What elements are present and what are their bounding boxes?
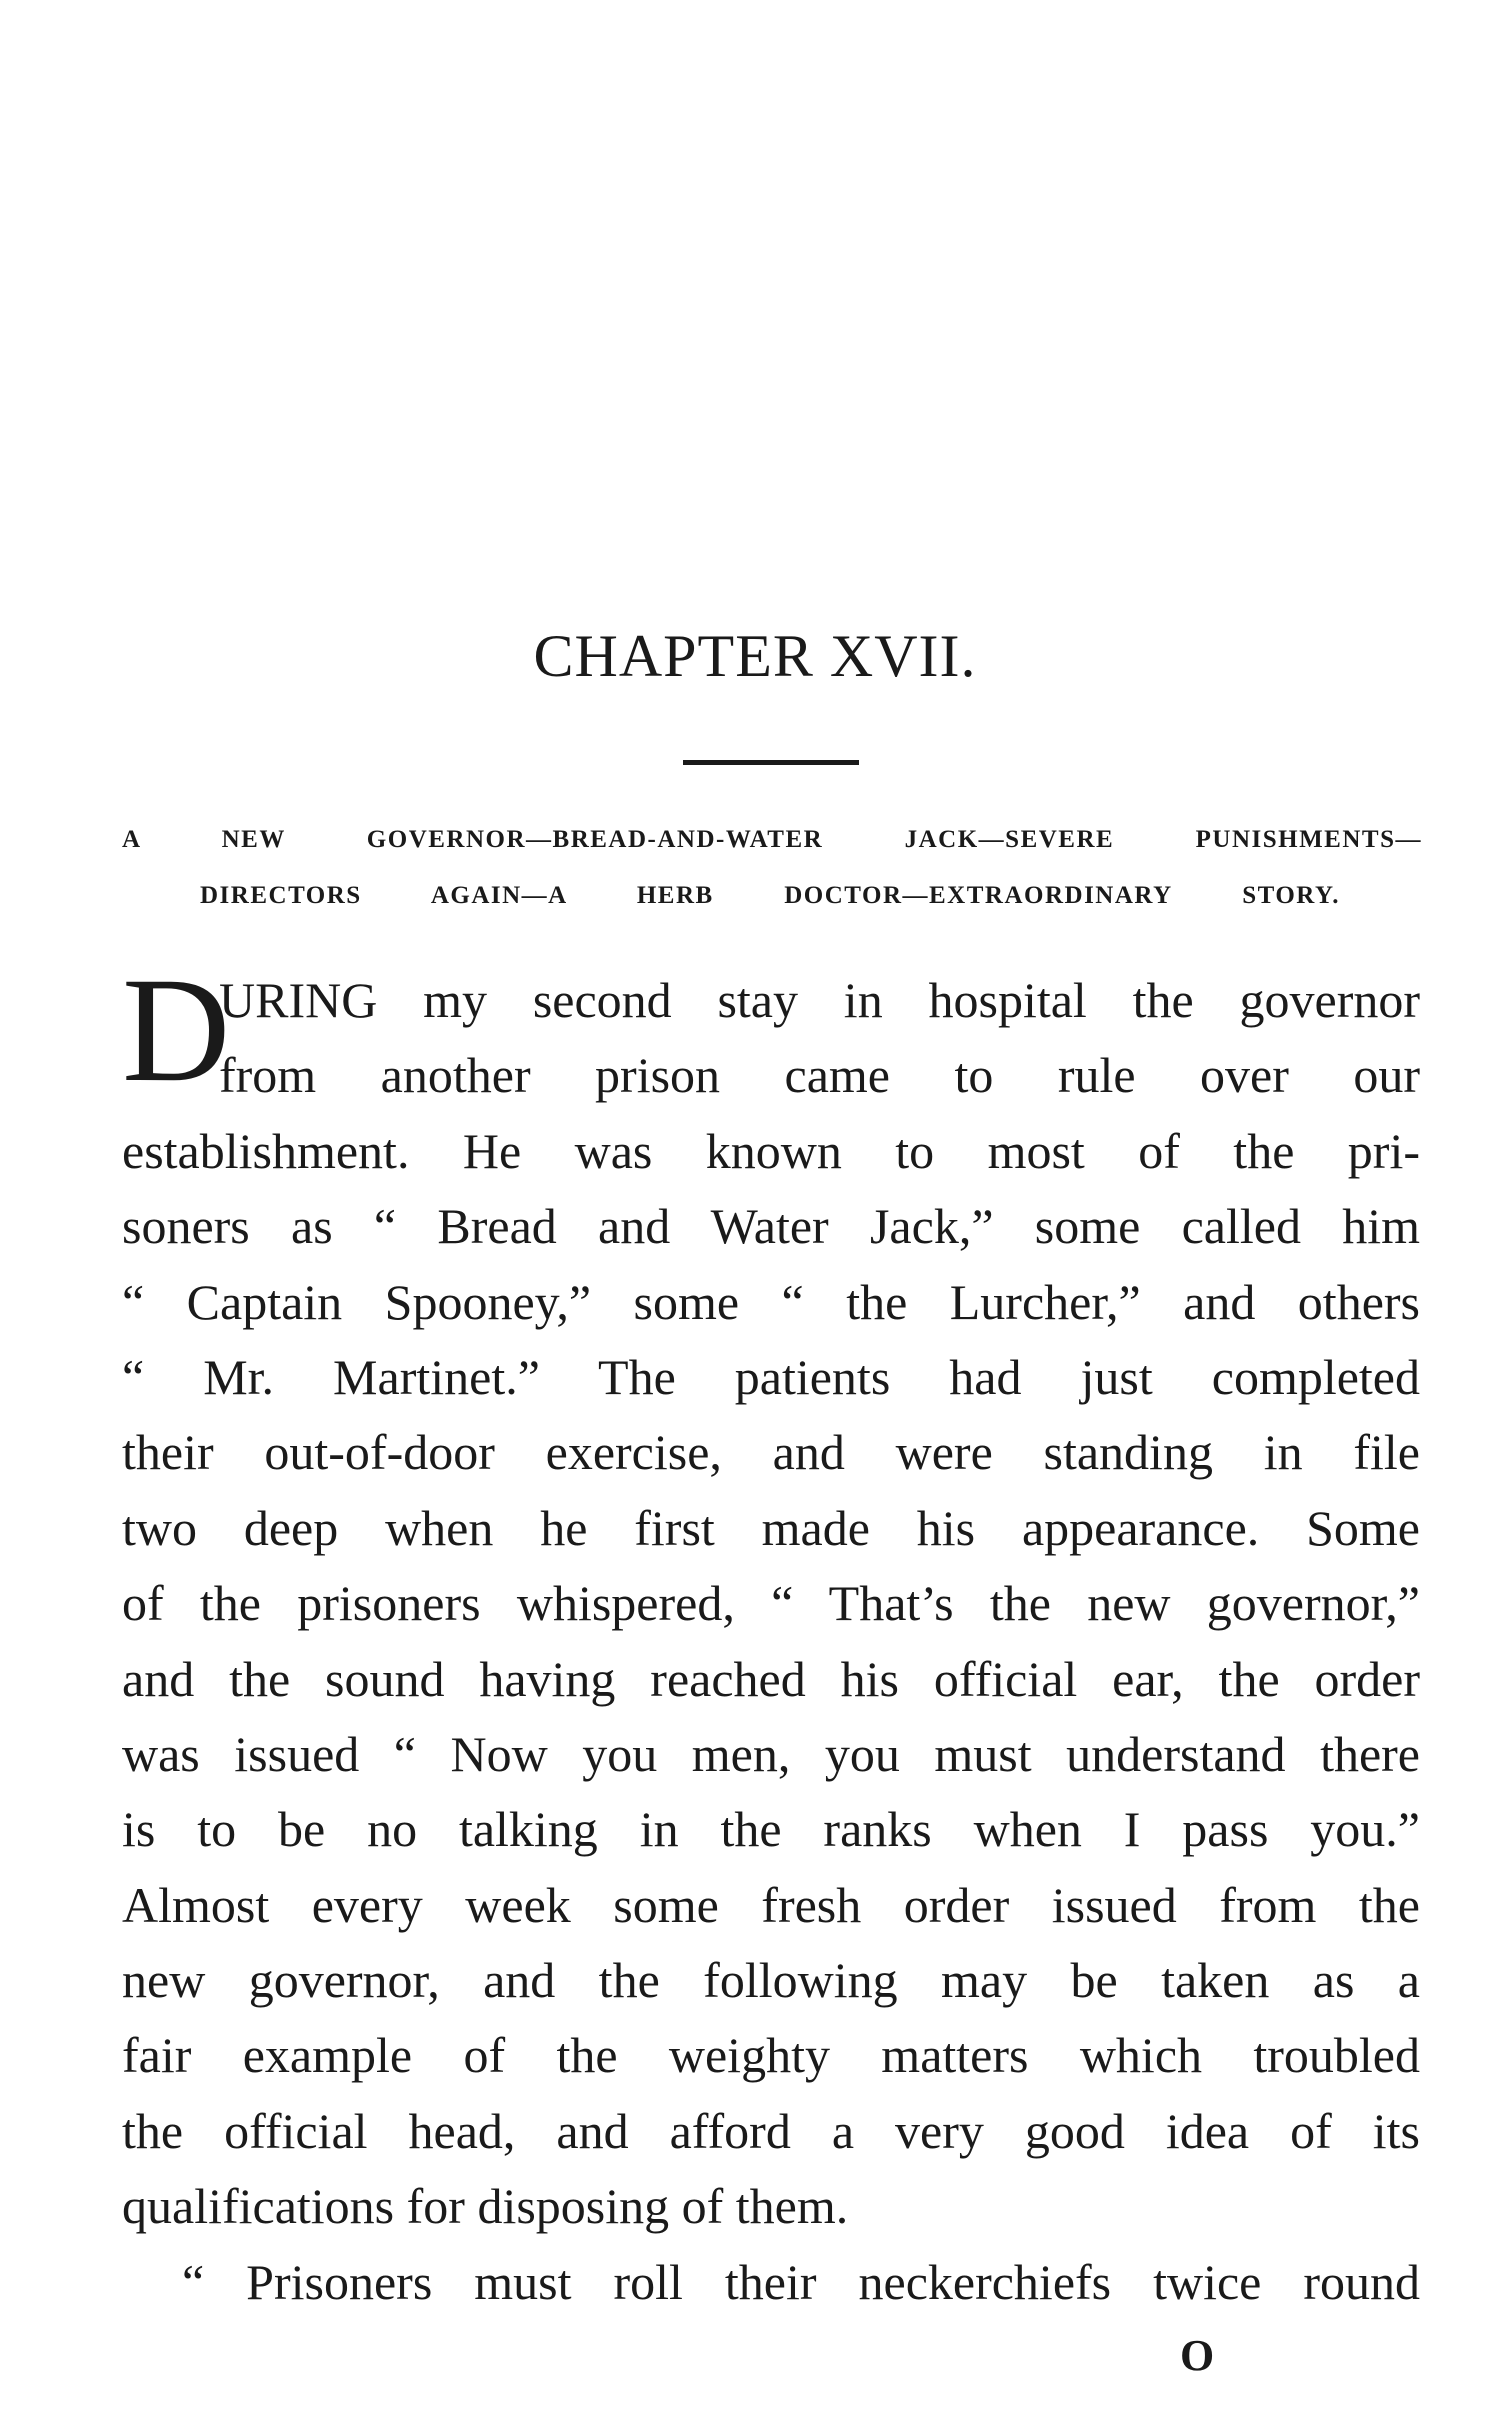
text-line: is to be no talking in the ranks when I pass you.”	[122, 1801, 1420, 1858]
text-line: two deep when he first made his appearance. Some	[122, 1499, 1420, 1556]
text-line: soners as “ Bread and Water Jack,” some called him	[122, 1198, 1420, 1255]
chapter-summary-line-1: A NEW GOVERNOR—BREAD-AND-WATER JACK—SEVERE PUNISHMENTS—	[122, 826, 1422, 853]
title-rule	[683, 760, 859, 765]
drop-cap: D	[122, 947, 231, 1113]
text-line: and the sound having reached his official ear, the order	[122, 1650, 1420, 1707]
page-signature-mark: O	[1180, 2331, 1215, 2380]
text-line: new governor, and the following may be taken as a	[122, 1952, 1420, 2009]
text-line: “ Captain Spooney,” some “ the Lurcher,” and others	[122, 1273, 1420, 1330]
chapter-summary-line-2: DIRECTORS AGAIN—A HERB DOCTOR—EXTRAORDINARY STORY.	[200, 882, 1340, 909]
text-line: the official head, and afford a very good idea of its	[122, 2102, 1420, 2159]
chapter-title: CHAPTER XVII.	[533, 623, 977, 689]
text-line: fair example of the weighty matters which troubled	[122, 2027, 1420, 2084]
text-line: qualifications for disposing of them.	[122, 2178, 849, 2235]
text-line: “ Prisoners must roll their neckerchiefs twice round	[182, 2253, 1420, 2310]
body-text	[122, 963, 1420, 2320]
text-line: from another prison came to rule over our	[219, 1047, 1420, 1104]
text-line: their out-of-door exercise, and were standing in file	[122, 1424, 1420, 1481]
text-line: of the prisoners whispered, “ That’s the new governor,”	[122, 1575, 1420, 1632]
text-line: was issued “ Now you men, you must understand there	[122, 1725, 1420, 1782]
text-line: establishment. He was known to most of the pri-	[122, 1122, 1420, 1179]
text-line: URING my second stay in hospital the governor	[219, 972, 1420, 1028]
text-line: Almost every week some fresh order issued from the	[122, 1876, 1420, 1933]
text-line: “ Mr. Martinet.” The patients had just completed	[122, 1348, 1420, 1405]
